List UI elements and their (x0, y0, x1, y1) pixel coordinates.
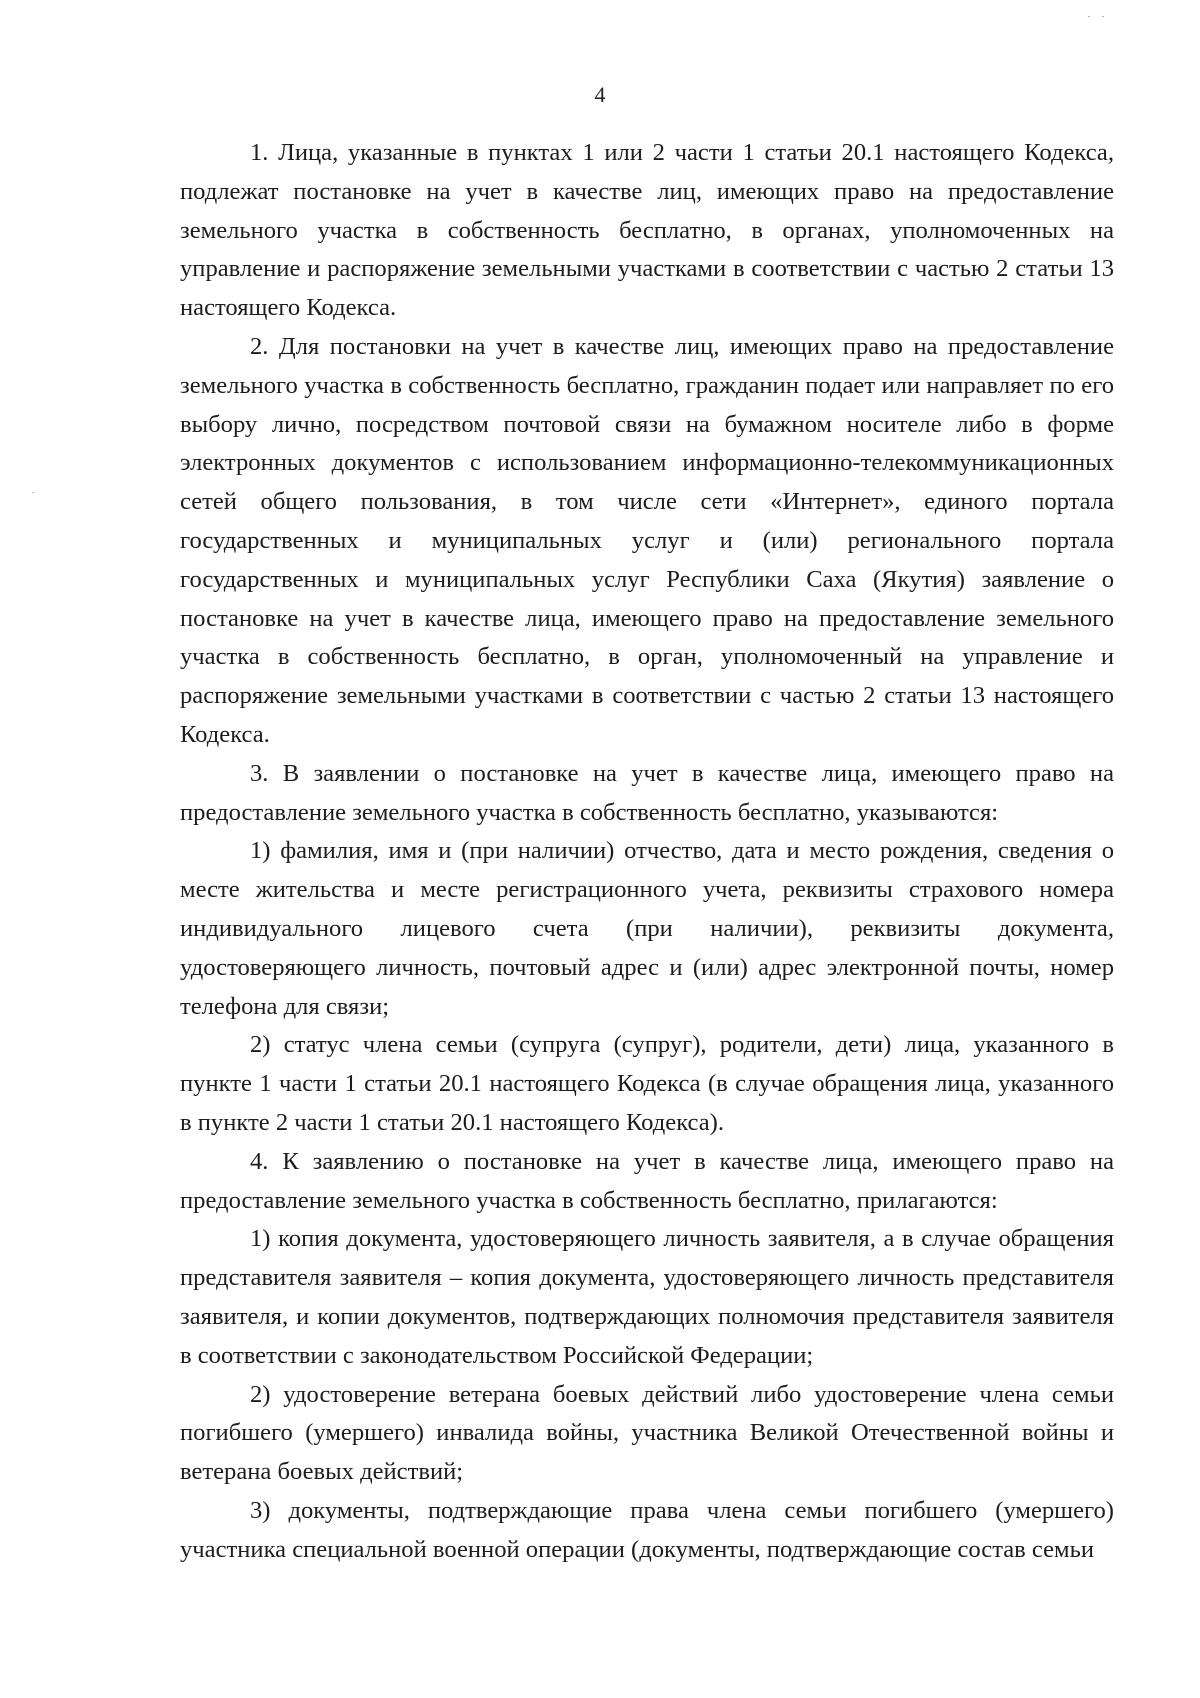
document-body (180, 134, 1114, 1569)
paragraph-3-item-1: 1) фамилия, имя и (при наличии) отчество, дата и место рождения, сведения о месте жительства и месте регистрационного учета, реквизиты страхового номера индивидуального лицевого счета (при наличии), реквизиты документа, удостоверяющего личность, почтовый адрес и (или) адрес электронной почты, номер телефона для связи; (180, 837, 1114, 1020)
paragraph-4-item-3: 3) документы, подтверждающие права члена семьи погибшего (умершего) участника специальной военной операции (документы, подтверждающие состав семьи (180, 1496, 1114, 1563)
paragraph-2: 2. Для постановки на учет в качестве лиц, имеющих право на предоставление земельного участка в собственность бесплатно, гражданин подает или направляет по его выбору лично, посредством почтовой связи на бумажном носителе либо в форме электронных документов с использованием информационно-телекоммуникационных сетей общего пользования, в том числе сети «Интернет», единого портала государственных и муниципальных услуг и (или) регионального портала государственных и муниципальных услуг Республики Саха (Якутия) заявление о постановке на учет в качестве лица, имеющего право на предоставление земельного участка в собственность бесплатно, в орган, уполномоченный на управление и распоряжение земельными участками в соответствии с частью 2 статьи 13 настоящего Кодекса. (180, 332, 1114, 748)
paragraph-3-item-2: 2) статус члена семьи (супруга (супруг), родители, дети) лица, указанного в пункте 1 части 1 статьи 20.1 настоящего Кодекса (в случае обращения лица, указанного в пункте 2 части 1 статьи 20.1 настоящего Кодекса). (180, 1031, 1114, 1136)
scan-artifact (1088, 16, 1090, 17)
scan-artifact (1102, 16, 1104, 17)
paragraph-4: 4. К заявлению о постановке на учет в качестве лица, имеющего право на предоставление земельного участка в собственность бесплатно, прилагаются: (180, 1147, 1114, 1214)
paragraph-4-item-1: 1) копия документа, удостоверяющего личность заявителя, а в случае обращения представителя заявителя – копия документа, удостоверяющего личность представителя заявителя, и копии документов, подтверждающих полномочия представителя заявителя в соответствии с законодательством Российской Федерации; (180, 1225, 1114, 1369)
paragraph-1: 1. Лица, указанные в пунктах 1 или 2 части 1 статьи 20.1 настоящего Кодекса, подлежат постановке на учет в качестве лиц, имеющих право на предоставление земельного участка в собственность бесплатно, в органах, уполномоченных на управление и распоряжение земельными участками в соответствии с частью 2 статьи 13 настоящего Кодекса. (180, 139, 1114, 322)
page-number: 4 (594, 82, 606, 107)
paragraph-4-item-2: 2) удостоверение ветерана боевых действий либо удостоверение члена семьи погибшего (умершего) инвалида войны, участника Великой Отечественной войны и ветерана боевых действий; (180, 1380, 1114, 1486)
paragraph-3: 3. В заявлении о постановке на учет в качестве лица, имеющего право на предоставление земельного участка в собственность бесплатно, указываются: (180, 759, 1114, 826)
scan-artifact (32, 492, 34, 493)
